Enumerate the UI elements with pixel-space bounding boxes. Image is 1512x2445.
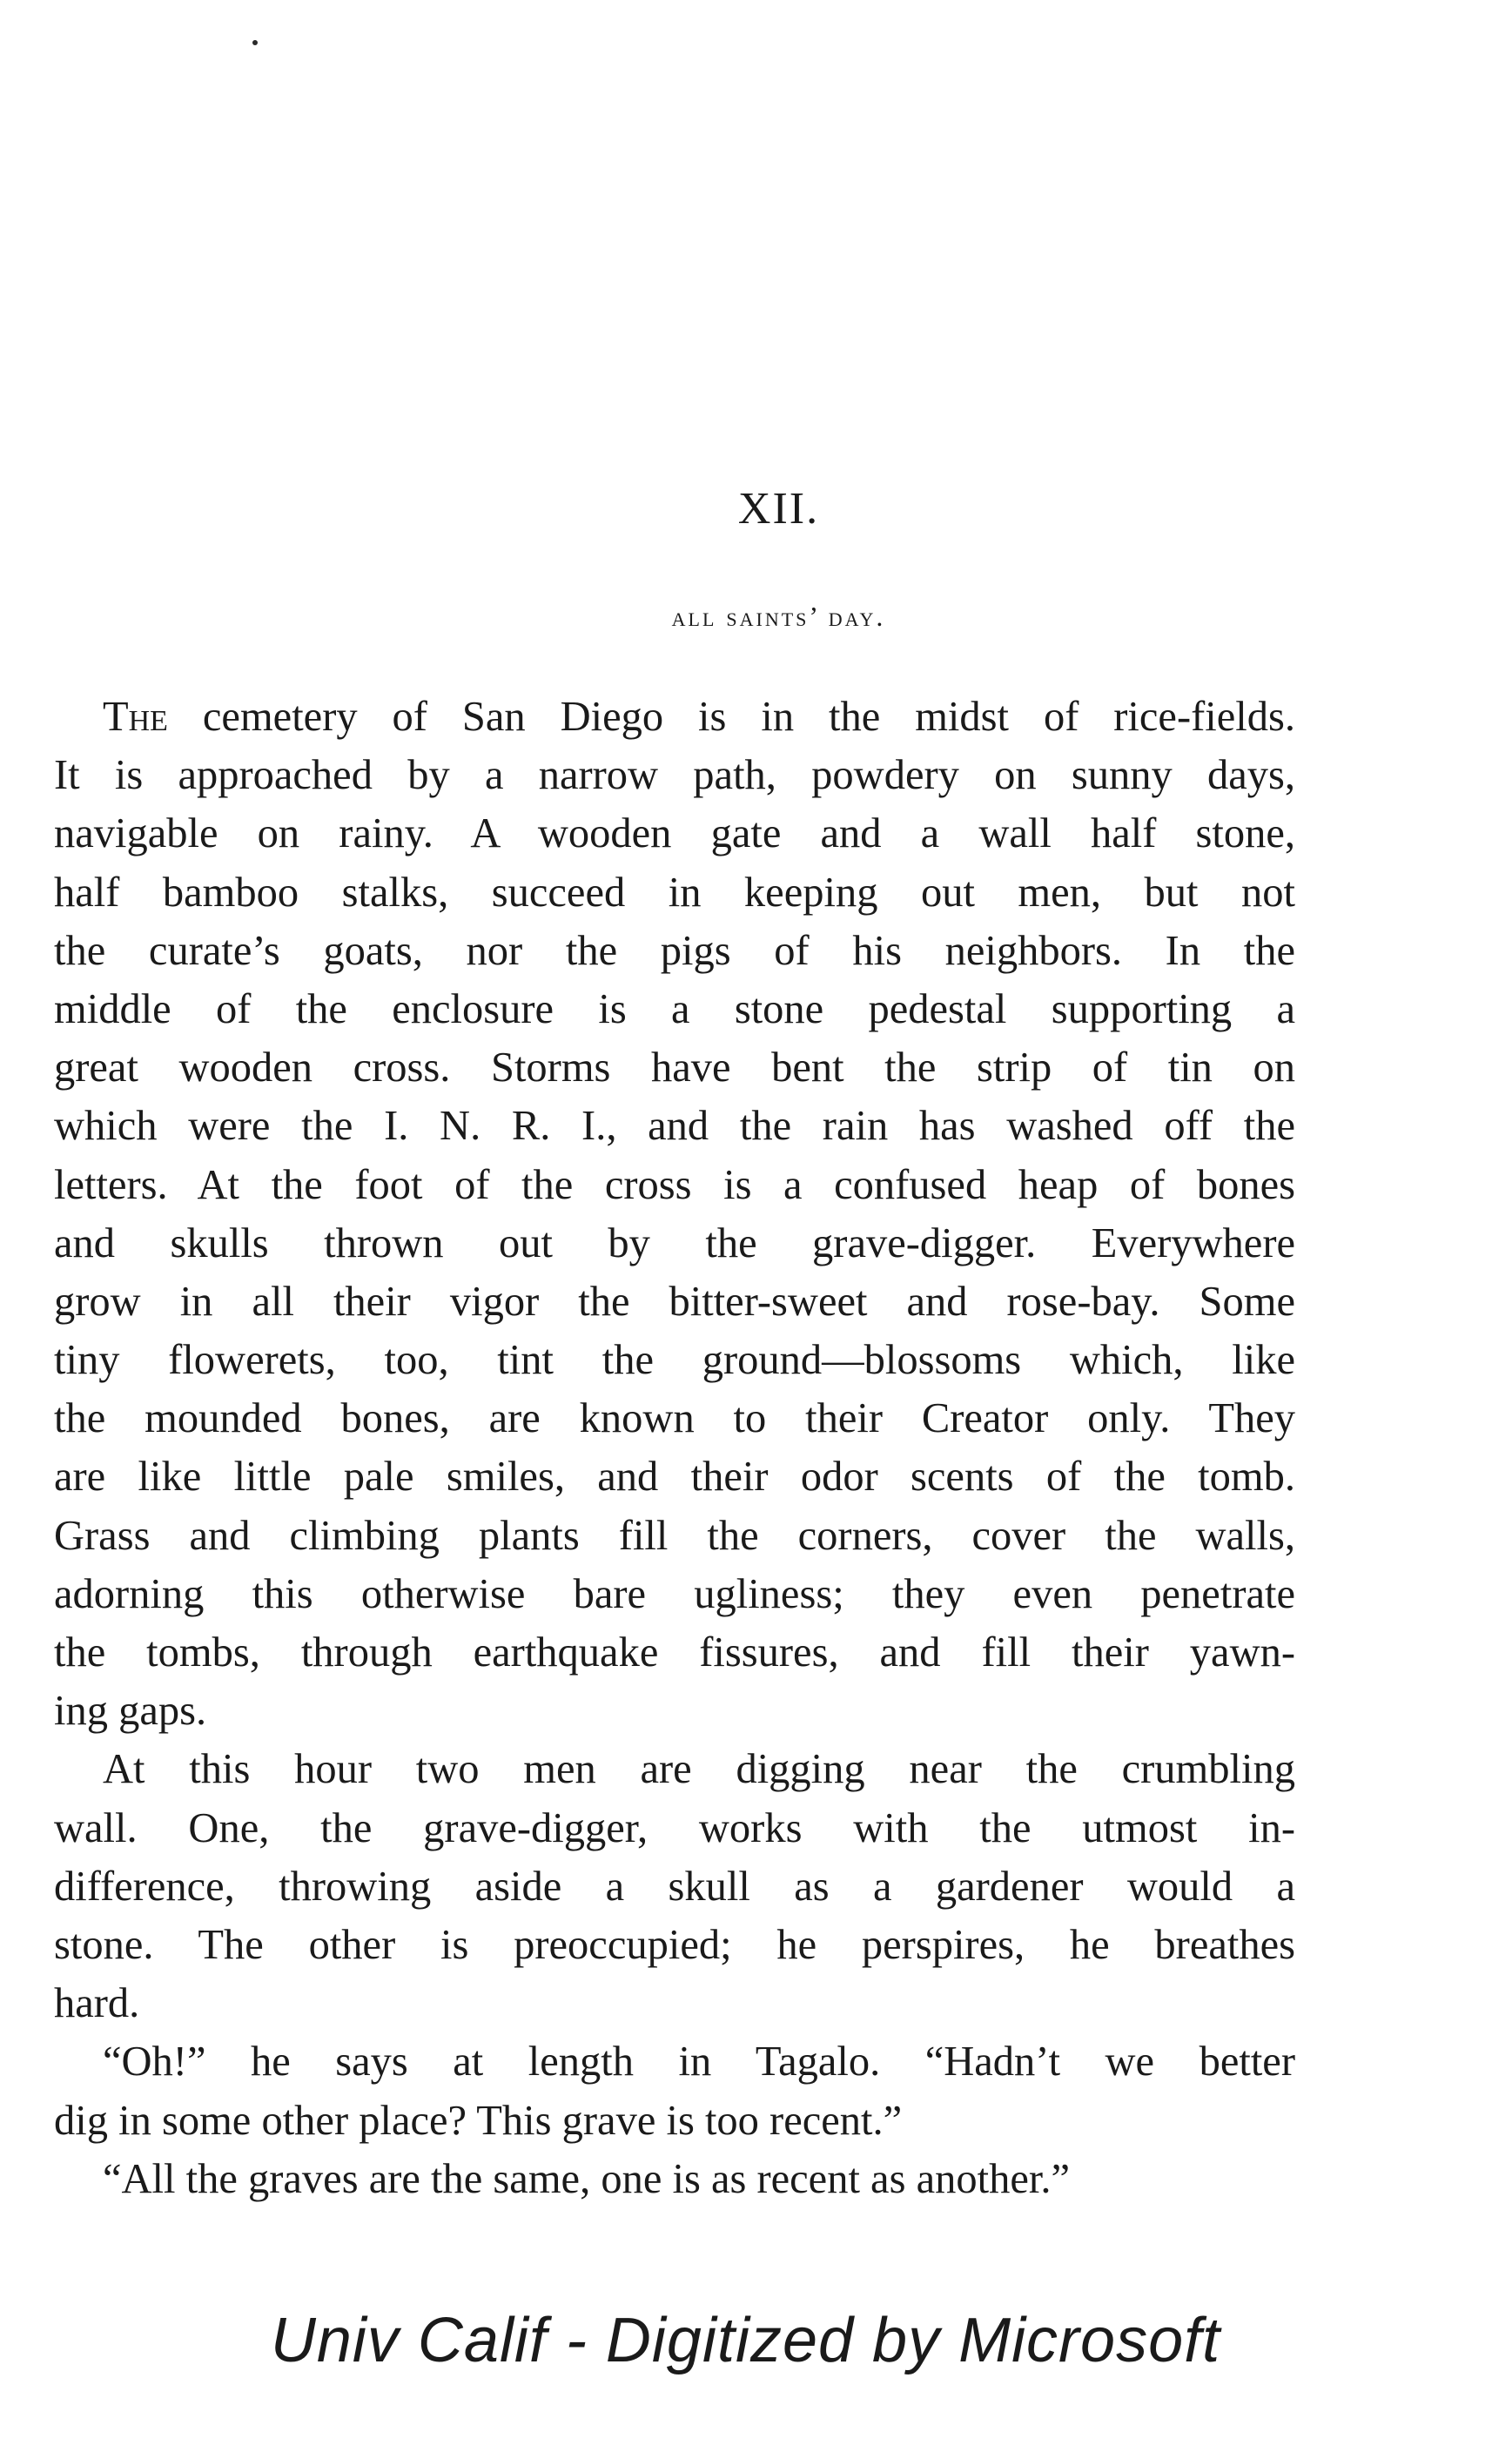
text-line: great wooden cross. Storms have bent the strip of tin on xyxy=(54,1044,1295,1092)
text-line: It is approached by a narrow path, powdery on sunny days, xyxy=(54,752,1295,799)
text-line: letters. At the foot of the cross is a confused heap of bones xyxy=(54,1161,1295,1208)
text-line: difference, throwing aside a skull as a gardener would a xyxy=(54,1863,1295,1910)
text-line: tiny flowerets, too, tint the ground—blossoms which, like xyxy=(54,1337,1295,1384)
text-line: adorning this otherwise bare ugliness; they even penetrate xyxy=(54,1570,1295,1617)
text-line: the mounded bones, are known to their Creator only. They xyxy=(54,1395,1295,1442)
chapter-title: all saints’ day. xyxy=(671,601,886,632)
text-line: “All the graves are the same, one is as recent as another.” xyxy=(103,2155,1070,2202)
page-speck xyxy=(252,40,258,45)
text-line: dig in some other place? This grave is too recent.” xyxy=(54,2097,903,2144)
text-line: The cemetery of San Diego is in the midst of rice-fields. xyxy=(103,694,1295,740)
text-line: ing gaps. xyxy=(54,1688,207,1735)
text-line: hard. xyxy=(54,1980,140,2027)
text-line: middle of the enclosure is a stone pedestal supporting a xyxy=(54,985,1295,1032)
body-text xyxy=(54,688,1295,2208)
digitization-watermark: Univ Calif - Digitized by Microsoft xyxy=(270,2306,1221,2375)
text-line: navigable on rainy. A wooden gate and a wall half stone, xyxy=(54,810,1295,857)
text-line: stone. The other is preoccupied; he perspires, he breathes xyxy=(54,1921,1295,1968)
text-line: and skulls thrown out by the grave-digger. Everywhere xyxy=(54,1219,1295,1266)
chapter-number: XII. xyxy=(737,484,820,534)
text-line: Grass and climbing plants fill the corners, cover the walls, xyxy=(54,1512,1295,1559)
text-line: wall. One, the grave-digger, works with the utmost in- xyxy=(54,1804,1295,1851)
text-line: which were the I. N. R. I., and the rain has washed off the xyxy=(54,1103,1295,1150)
text-line: the tombs, through earthquake fissures, and fill their yawn- xyxy=(54,1629,1295,1676)
text-line: grow in all their vigor the bitter-sweet and rose-bay. Some xyxy=(54,1278,1295,1325)
text-line: are like little pale smiles, and their odor scents of the tomb. xyxy=(54,1454,1295,1501)
lead-word: The xyxy=(103,694,168,740)
text-line: the curate’s goats, nor the pigs of his neighbors. In the xyxy=(54,927,1295,974)
text-line: At this hour two men are digging near the crumbling xyxy=(103,1746,1295,1793)
text-line: half bamboo stalks, succeed in keeping out men, but not xyxy=(54,869,1295,916)
text-line: “Oh!” he says at length in Tagalo. “Hadn’t we better xyxy=(103,2039,1295,2086)
